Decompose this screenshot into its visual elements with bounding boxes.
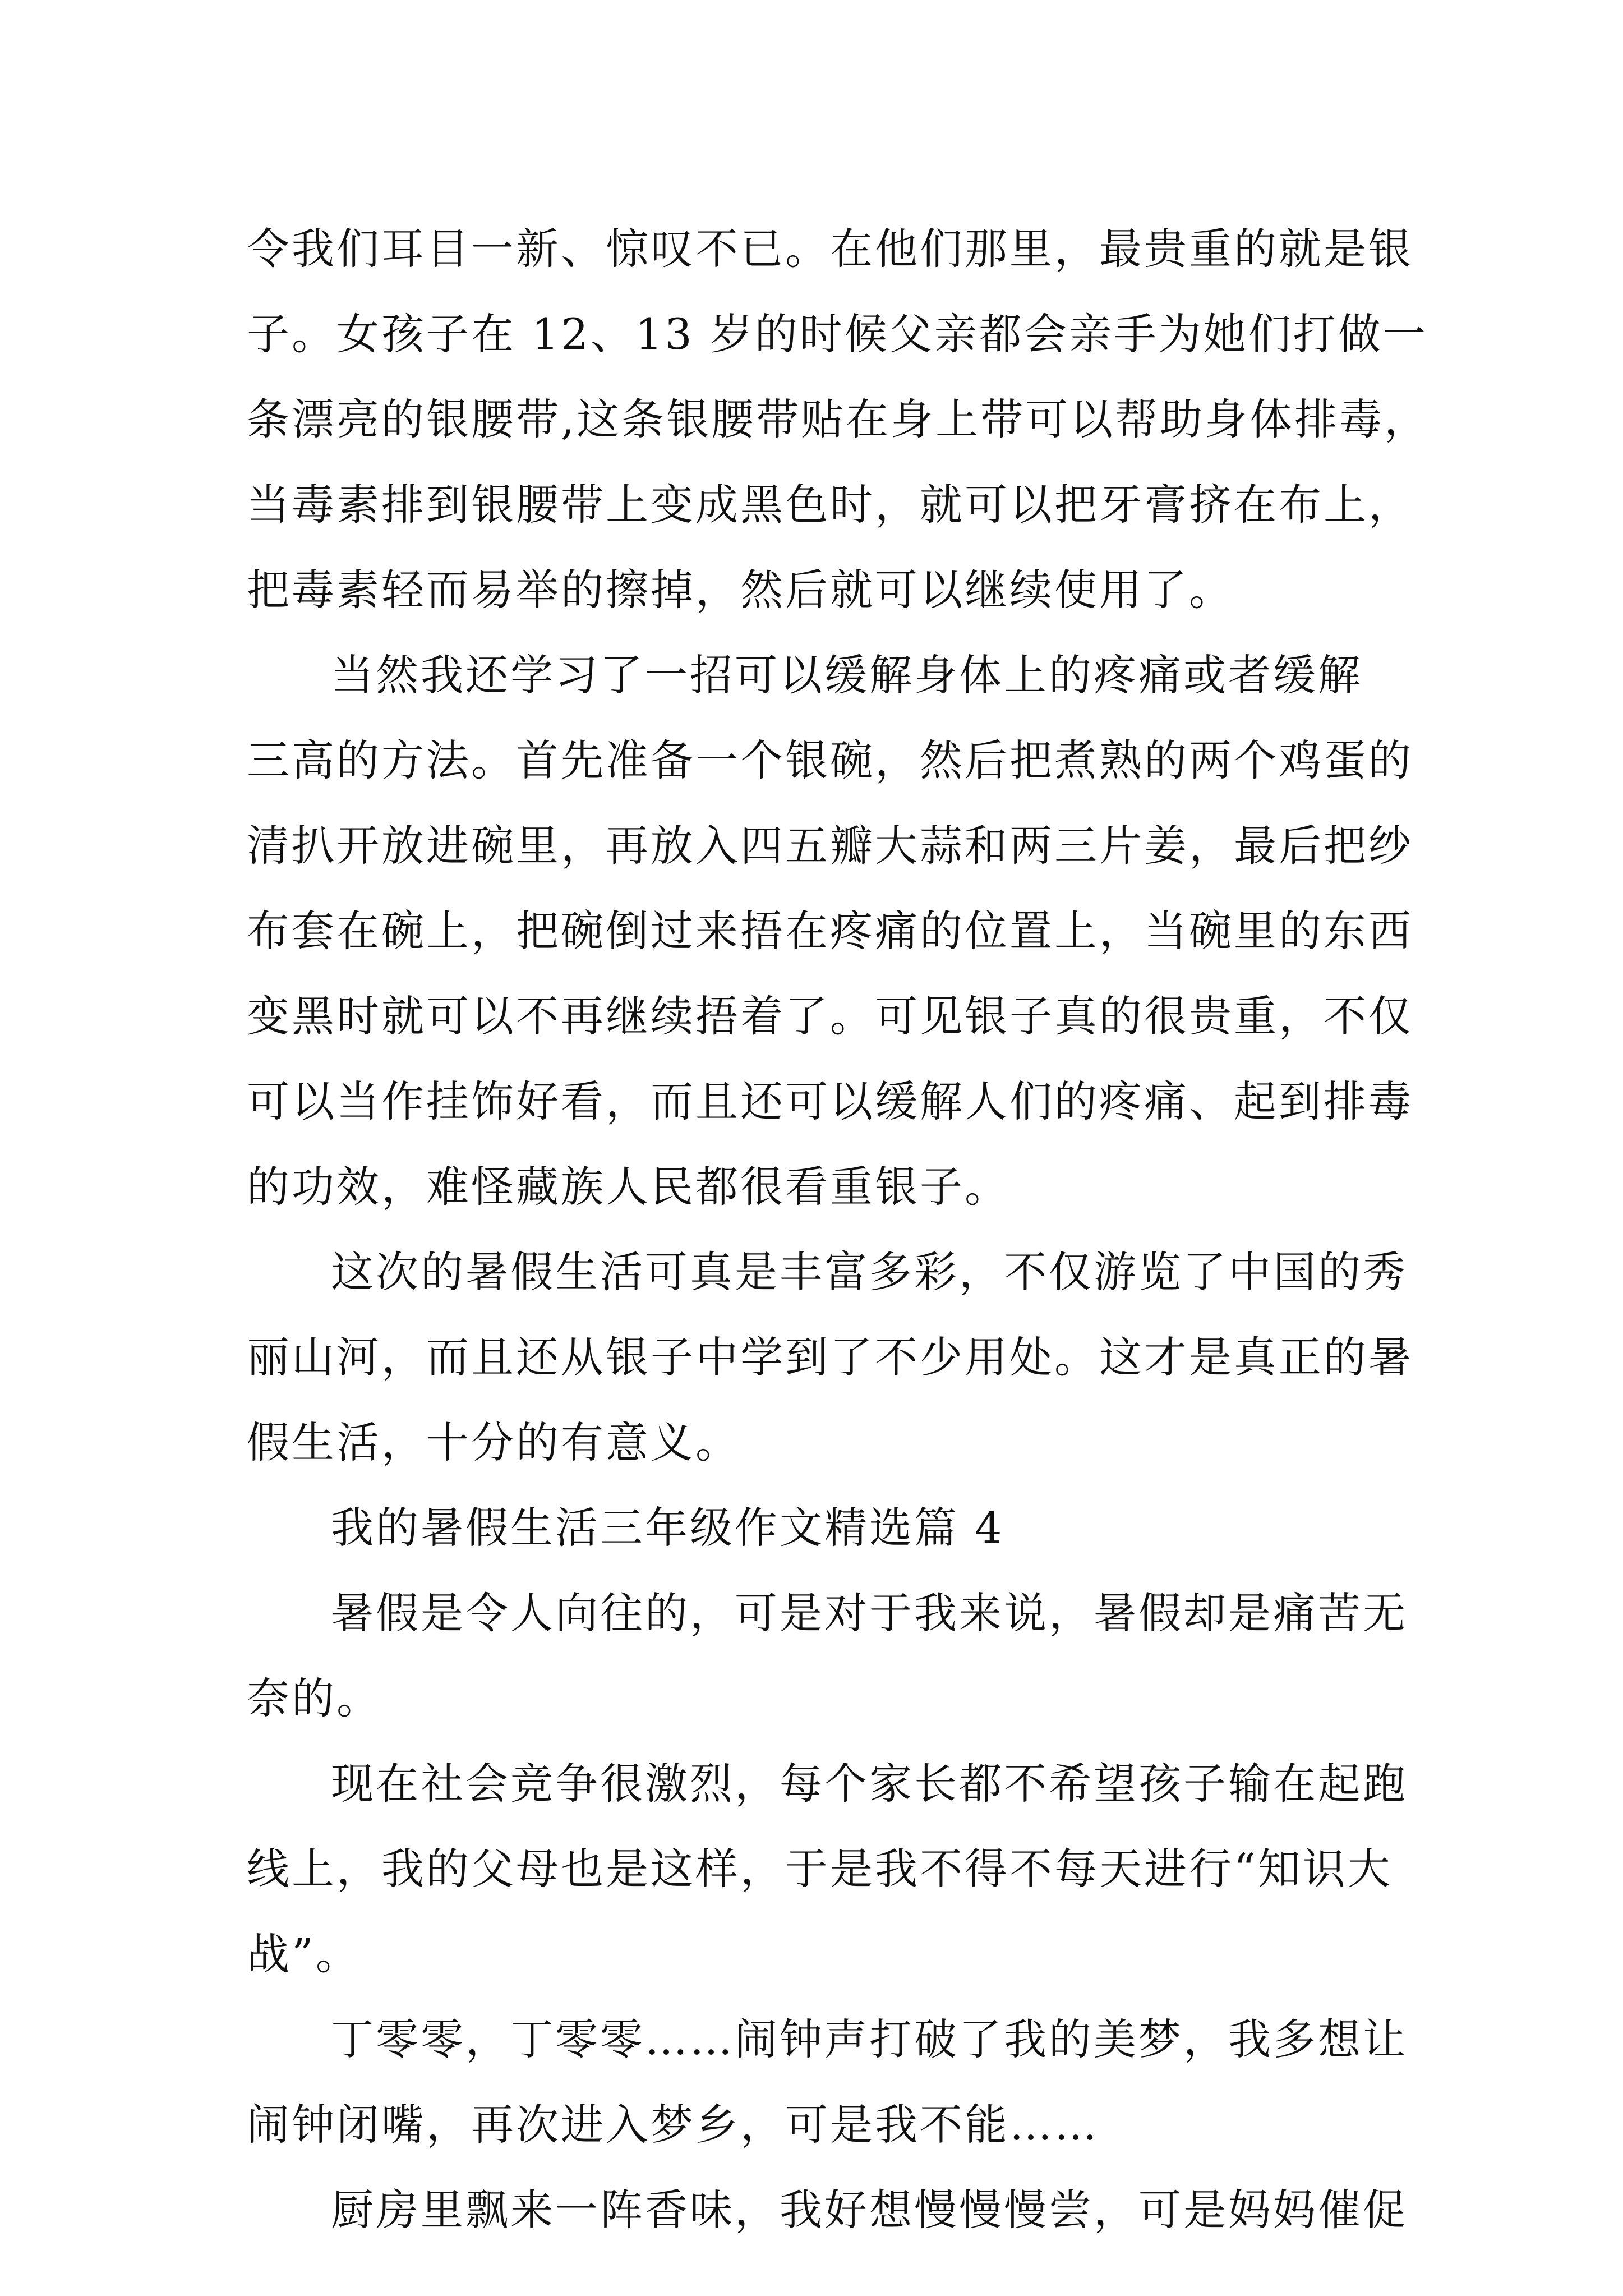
text-line: 令我们耳目一新、惊叹不已。在他们那里，最贵重的就是银 [247, 224, 1413, 274]
text-line: 变黑时就可以不再继续捂着了。可见银子真的很贵重，不仅 [247, 991, 1413, 1041]
text-line: 子。女孩子在 12、13 岁的时候父亲都会亲手为她们打做一 [247, 309, 1428, 359]
text-line: 清扒开放进碗里，再放入四五瓣大蒜和两三片姜，最后把纱 [247, 821, 1413, 871]
body-text [247, 206, 1430, 2253]
paragraph-first-line: 厨房里飘来一阵香味，我好想慢慢慢尝，可是妈妈催促 [331, 2185, 1408, 2235]
paragraph-first-line: 暑假是令人向往的，可是对于我来说，暑假却是痛苦无 [331, 1588, 1408, 1638]
paragraph-first-line: 当然我还学习了一招可以缓解身体上的疼痛或者缓解 [331, 650, 1363, 700]
text-line: 闹钟闭嘴，再次进入梦乡，可是我不能…… [247, 2100, 1099, 2150]
text-line: 可以当作挂饰好看，而且还可以缓解人们的疼痛、起到排毒 [247, 1076, 1413, 1126]
text-line: 假生活，十分的有意义。 [247, 1418, 740, 1467]
text-line: 布套在碗上，把碗倒过来捂在疼痛的位置上，当碗里的东西 [247, 906, 1413, 956]
text-line: 三高的方法。首先准备一个银碗，然后把煮熟的两个鸡蛋的 [247, 735, 1413, 785]
paragraph-first-line: 现在社会竞争很激烈，每个家长都不希望孩子输在起跑 [331, 1759, 1408, 1809]
paragraph-first-line: 丁零零，丁零零……闹钟声打破了我的美梦，我多想让 [331, 2014, 1408, 2064]
text-line: 把毒素轻而易举的擦掉，然后就可以继续使用了。 [247, 565, 1234, 615]
paragraph-first-line: 我的暑假生活三年级作文精选篇 4 [331, 1503, 1004, 1553]
text-line: 条漂亮的银腰带,这条银腰带贴在身上带可以帮助身体排毒， [247, 394, 1430, 444]
text-line: 奈的。 [247, 1673, 381, 1723]
text-line: 的功效，难怪藏族人民都很看重银子。 [247, 1162, 1009, 1212]
text-line: 当毒素排到银腰带上变成黑色时，就可以把牙膏挤在布上， [247, 480, 1413, 530]
text-line: 丽山河，而且还从银子中学到了不少用处。这才是真正的暑 [247, 1332, 1413, 1382]
paragraph-first-line: 这次的暑假生活可真是丰富多彩，不仅游览了中国的秀 [331, 1247, 1408, 1297]
text-line: 战”。 [247, 1929, 361, 1979]
text-line: 线上，我的父母也是这样，于是我不得不每天进行“知识大 [247, 1844, 1393, 1894]
